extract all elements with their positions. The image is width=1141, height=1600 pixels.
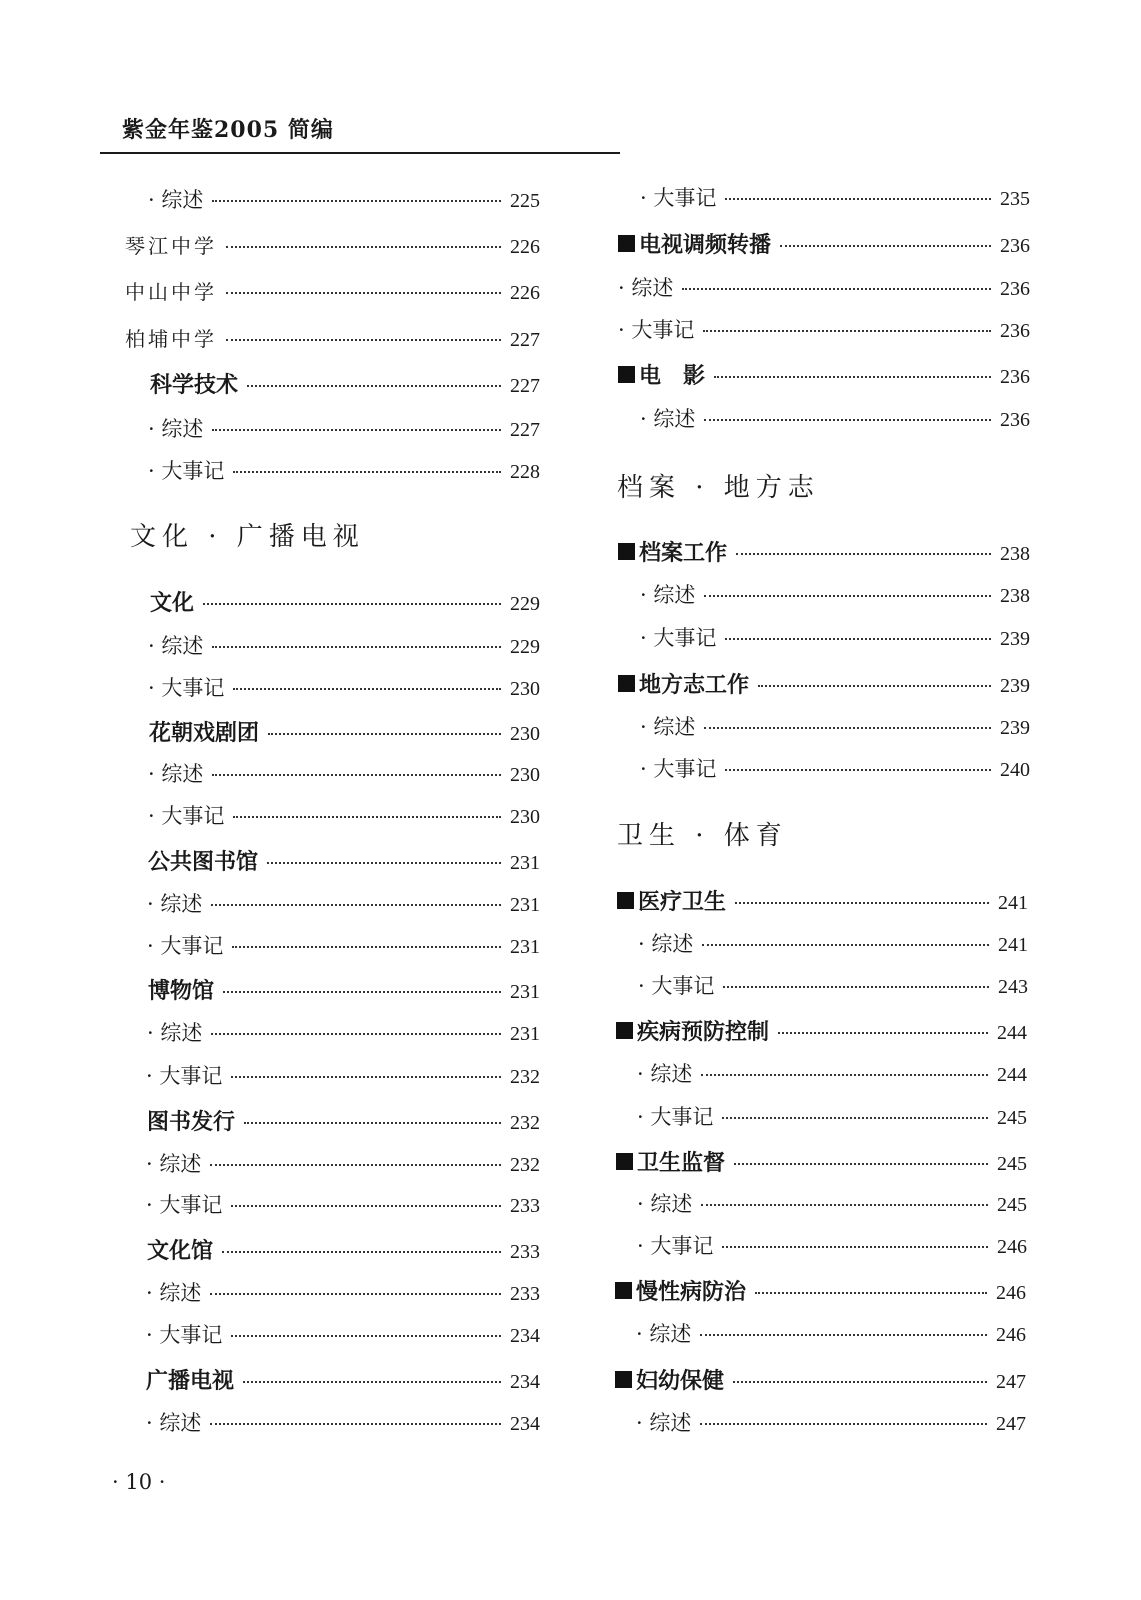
toc-entry-page: 229 (510, 593, 540, 615)
toc-entry-label: · 综述 (148, 762, 204, 786)
square-bullet-icon (616, 1153, 633, 1170)
toc-entry[interactable] (640, 622, 1030, 652)
toc-entry-page: 231 (510, 936, 540, 958)
square-bullet-icon (618, 543, 635, 560)
toc-entry[interactable] (146, 1277, 540, 1307)
toc-entry[interactable] (146, 1407, 540, 1437)
toc-entry[interactable] (147, 1017, 540, 1047)
toc-entry-label: · 大事记 (148, 804, 225, 828)
toc-entry-page: 246 (996, 1324, 1026, 1346)
toc-entry-page: 236 (1000, 235, 1030, 257)
toc-entry-label: · 大事记 (640, 186, 717, 210)
toc-entry-label: 地方志工作 (639, 672, 750, 698)
toc-entry-page: 246 (996, 1282, 1026, 1304)
dot-leader (231, 1335, 501, 1337)
toc-entry[interactable] (150, 586, 540, 617)
toc-entry[interactable] (618, 228, 1030, 259)
toc-entry-page: 241 (998, 892, 1028, 914)
toc-entry[interactable] (615, 1364, 1026, 1395)
toc-entry-page: 244 (997, 1022, 1027, 1044)
dot-leader (267, 862, 501, 864)
toc-entry-label: 电 影 (639, 363, 706, 389)
dot-leader (212, 200, 501, 202)
toc-entry-page: 231 (510, 1023, 540, 1045)
toc-entry-page: 226 (510, 236, 540, 258)
toc-entry[interactable] (616, 1015, 1027, 1046)
toc-entry-page: 245 (997, 1107, 1027, 1129)
toc-entry[interactable] (638, 970, 1028, 1000)
dot-leader (725, 638, 991, 640)
toc-entry-label: · 综述 (148, 188, 204, 212)
toc-entry-label: · 综述 (148, 417, 204, 441)
toc-entry[interactable] (148, 413, 540, 443)
toc-entry-label: · 综述 (147, 1021, 203, 1045)
dot-leader (212, 774, 501, 776)
toc-entry-page: 241 (998, 934, 1028, 956)
toc-entry[interactable] (148, 845, 540, 876)
dot-leader (210, 1164, 501, 1166)
dot-leader (704, 727, 991, 729)
dot-leader (223, 991, 501, 993)
dot-leader (222, 1251, 501, 1253)
toc-entry-label: · 大事记 (638, 974, 715, 998)
toc-entry[interactable] (616, 1146, 1027, 1177)
toc-entry-label: 广播电视 (146, 1368, 235, 1394)
toc-entry[interactable] (636, 1407, 1026, 1437)
toc-entry-page: 236 (1000, 409, 1030, 431)
toc-entry[interactable] (148, 630, 540, 660)
toc-entry-label: · 综述 (637, 1062, 693, 1086)
dot-leader (233, 688, 501, 690)
toc-entry[interactable] (640, 579, 1030, 609)
toc-entry-page: 247 (996, 1371, 1026, 1393)
toc-entry-label: 文化馆 (147, 1238, 214, 1264)
toc-entry-label: · 综述 (146, 1152, 202, 1176)
toc-entry[interactable] (618, 536, 1030, 567)
toc-entry-page: 238 (1000, 543, 1030, 565)
toc-entry[interactable] (147, 1234, 540, 1265)
toc-entry-label: 博物馆 (148, 978, 215, 1004)
toc-entry-page: 240 (1000, 759, 1030, 781)
header-rule (100, 152, 620, 154)
square-bullet-icon (617, 892, 634, 909)
page-header-title: 紫金年鉴2005 简编 (122, 117, 334, 143)
toc-entry-label: · 大事记 (640, 757, 717, 781)
toc-entry[interactable] (640, 753, 1030, 783)
toc-entry-label: · 大事记 (148, 676, 225, 700)
toc-entry-page: 244 (997, 1064, 1027, 1086)
dot-leader (226, 339, 501, 341)
dot-leader (210, 1293, 501, 1295)
toc-entry-page: 234 (510, 1325, 540, 1347)
toc-entry-label: · 综述 (640, 407, 696, 431)
dot-leader (722, 1246, 988, 1248)
dot-leader (725, 198, 991, 200)
toc-entry-label: · 大事记 (146, 1064, 223, 1088)
toc-entry-label: 柏埔中学 (125, 327, 217, 351)
dot-leader (210, 1423, 501, 1425)
toc-entry-label: 卫生监督 (637, 1150, 726, 1176)
toc-entry-label: 电视调频转播 (639, 232, 772, 258)
toc-entry[interactable] (146, 1364, 540, 1395)
toc-entry-page: 227 (510, 375, 540, 397)
square-bullet-icon (618, 366, 635, 383)
toc-entry-page: 236 (1000, 320, 1030, 342)
toc-entry-label: · 大事记 (640, 626, 717, 650)
dot-leader (700, 1334, 987, 1336)
toc-entry[interactable] (146, 1319, 540, 1349)
toc-entry-page: 230 (510, 764, 540, 786)
page-number: · 10 · (112, 1470, 166, 1494)
toc-entry[interactable] (618, 359, 1030, 390)
toc-entry-label: · 综述 (638, 932, 694, 956)
toc-entry-label: · 综述 (618, 276, 674, 300)
dot-leader (226, 292, 501, 294)
toc-entry[interactable] (147, 930, 540, 960)
toc-entry-label: · 大事记 (146, 1193, 223, 1217)
toc-entry-page: 245 (997, 1153, 1027, 1175)
toc-entry-page: 238 (1000, 585, 1030, 607)
toc-entry-label: · 大事记 (637, 1234, 714, 1258)
toc-entry[interactable] (125, 276, 540, 305)
toc-entry-label: · 大事记 (637, 1105, 714, 1129)
toc-entry-page: 234 (510, 1371, 540, 1393)
toc-entry[interactable] (150, 368, 540, 399)
dot-leader (226, 246, 501, 248)
dot-leader (231, 1205, 501, 1207)
toc-entry-label: 档案工作 (639, 540, 728, 566)
toc-entry[interactable] (618, 314, 1030, 344)
square-bullet-icon (615, 1371, 632, 1388)
toc-entry-page: 245 (997, 1194, 1027, 1216)
toc-entry-page: 243 (998, 976, 1028, 998)
toc-entry-label: 疾病预防控制 (637, 1019, 770, 1045)
dot-leader (212, 429, 501, 431)
toc-entry-label: 科学技术 (150, 372, 239, 398)
toc-entry-label: · 综述 (148, 634, 204, 658)
toc-entry-page: 231 (510, 894, 540, 916)
toc-entry-page: 231 (510, 852, 540, 874)
toc-entry-label: 公共图书馆 (148, 849, 259, 875)
dot-leader (203, 603, 501, 605)
toc-entry-label: 医疗卫生 (638, 889, 727, 915)
toc-entry[interactable] (148, 455, 540, 485)
toc-entry-label: · 大事记 (147, 934, 224, 958)
toc-entry[interactable] (615, 1275, 1026, 1306)
toc-entry-label: 图书发行 (147, 1109, 236, 1135)
toc-entry-page: 235 (1000, 188, 1030, 210)
toc-entry-label: · 综述 (146, 1281, 202, 1305)
dot-leader (734, 1163, 988, 1165)
toc-entry[interactable] (637, 1230, 1027, 1260)
toc-entry[interactable] (125, 323, 540, 352)
toc-entry-page: 230 (510, 678, 540, 700)
toc-entry-page: 239 (1000, 717, 1030, 739)
toc-entry-label: 慢性病防治 (636, 1279, 747, 1305)
toc-entry-page: 227 (510, 419, 540, 441)
toc-entry[interactable] (637, 1101, 1027, 1131)
dot-leader (701, 1204, 988, 1206)
dot-leader (780, 245, 991, 247)
toc-entry[interactable] (147, 1105, 540, 1136)
toc-entry[interactable] (148, 758, 540, 788)
toc-entry-label: · 综述 (636, 1322, 692, 1346)
toc-entry-label: 妇幼保健 (636, 1368, 725, 1394)
toc-entry[interactable] (637, 1188, 1027, 1218)
dot-leader (233, 471, 501, 473)
toc-entry[interactable] (148, 800, 540, 830)
dot-leader (268, 733, 501, 735)
dot-leader (735, 902, 989, 904)
toc-entry[interactable] (147, 888, 540, 918)
toc-entry-page: 230 (510, 806, 540, 828)
toc-entry[interactable] (638, 928, 1028, 958)
toc-entry-page: 226 (510, 282, 540, 304)
toc-entry-page: 236 (1000, 278, 1030, 300)
toc-entry-label: 中山中学 (125, 280, 217, 304)
toc-entry-page: 239 (1000, 628, 1030, 650)
toc-entry-label: · 综述 (147, 892, 203, 916)
dot-leader (211, 1033, 501, 1035)
dot-leader (682, 288, 991, 290)
square-bullet-icon (615, 1282, 632, 1299)
dot-leader (212, 646, 501, 648)
dot-leader (233, 816, 501, 818)
dot-leader (243, 1381, 501, 1383)
dot-leader (244, 1122, 501, 1124)
toc-entry-page: 233 (510, 1195, 540, 1217)
toc-entry[interactable] (148, 184, 540, 214)
dot-leader (755, 1292, 987, 1294)
dot-leader (723, 986, 989, 988)
toc-entry-page: 231 (510, 981, 540, 1003)
section-title: 文化 · 广播电视 (130, 522, 365, 552)
dot-leader (704, 419, 991, 421)
square-bullet-icon (616, 1022, 633, 1039)
toc-entry-page: 246 (997, 1236, 1027, 1258)
toc-entry-label: · 综述 (146, 1411, 202, 1435)
toc-entry[interactable] (149, 716, 540, 747)
toc-entry-label: · 综述 (636, 1411, 692, 1435)
dot-leader (736, 553, 991, 555)
toc-entry-label: · 综述 (640, 715, 696, 739)
section-title: 档案 · 地方志 (617, 473, 820, 503)
toc-entry-label: · 大事记 (148, 459, 225, 483)
dot-leader (247, 385, 501, 387)
toc-entry[interactable] (640, 711, 1030, 741)
toc-entry-page: 228 (510, 461, 540, 483)
toc-entry-page: 232 (510, 1066, 540, 1088)
toc-entry[interactable] (640, 403, 1030, 433)
dot-leader (733, 1381, 987, 1383)
toc-entry[interactable] (148, 974, 540, 1005)
square-bullet-icon (618, 675, 635, 692)
toc-entry-label: 琴江中学 (125, 234, 217, 258)
dot-leader (701, 1074, 988, 1076)
section-title: 卫生 · 体育 (617, 821, 788, 851)
toc-entry-page: 233 (510, 1241, 540, 1263)
dot-leader (700, 1423, 987, 1425)
toc-entry-page: 239 (1000, 675, 1030, 697)
toc-entry[interactable] (618, 668, 1030, 699)
toc-entry-label: 文化 (150, 590, 195, 616)
toc-entry[interactable] (146, 1060, 540, 1090)
toc-entry-page: 247 (996, 1413, 1026, 1435)
toc-entry-page: 229 (510, 636, 540, 658)
toc-entry-label: · 大事记 (618, 318, 695, 342)
dot-leader (703, 330, 991, 332)
dot-leader (758, 685, 991, 687)
dot-leader (714, 376, 991, 378)
toc-entry[interactable] (636, 1318, 1026, 1348)
toc-entry-page: 230 (510, 723, 540, 745)
dot-leader (232, 946, 501, 948)
toc-entry-page: 234 (510, 1413, 540, 1435)
toc-entry-page: 232 (510, 1112, 540, 1134)
dot-leader (725, 769, 991, 771)
toc-entry-page: 225 (510, 190, 540, 212)
toc-entry[interactable] (617, 885, 1028, 916)
toc-entry[interactable] (618, 272, 1030, 302)
toc-entry-page: 233 (510, 1283, 540, 1305)
toc-entry[interactable] (146, 1148, 540, 1178)
toc-entry[interactable] (146, 1189, 540, 1219)
square-bullet-icon (618, 235, 635, 252)
toc-entry[interactable] (640, 182, 1030, 212)
toc-entry[interactable] (148, 672, 540, 702)
toc-entry-page: 227 (510, 329, 540, 351)
toc-entry-label: 花朝戏剧团 (149, 720, 260, 746)
dot-leader (231, 1076, 501, 1078)
toc-entry-page: 232 (510, 1154, 540, 1176)
toc-entry-label: · 综述 (640, 583, 696, 607)
dot-leader (722, 1117, 988, 1119)
dot-leader (778, 1032, 988, 1034)
dot-leader (704, 595, 991, 597)
dot-leader (702, 944, 989, 946)
toc-entry-label: · 大事记 (146, 1323, 223, 1347)
dot-leader (211, 904, 501, 906)
toc-entry[interactable] (637, 1058, 1027, 1088)
toc-entry-label: · 综述 (637, 1192, 693, 1216)
toc-entry-page: 236 (1000, 366, 1030, 388)
toc-entry[interactable] (125, 230, 540, 259)
